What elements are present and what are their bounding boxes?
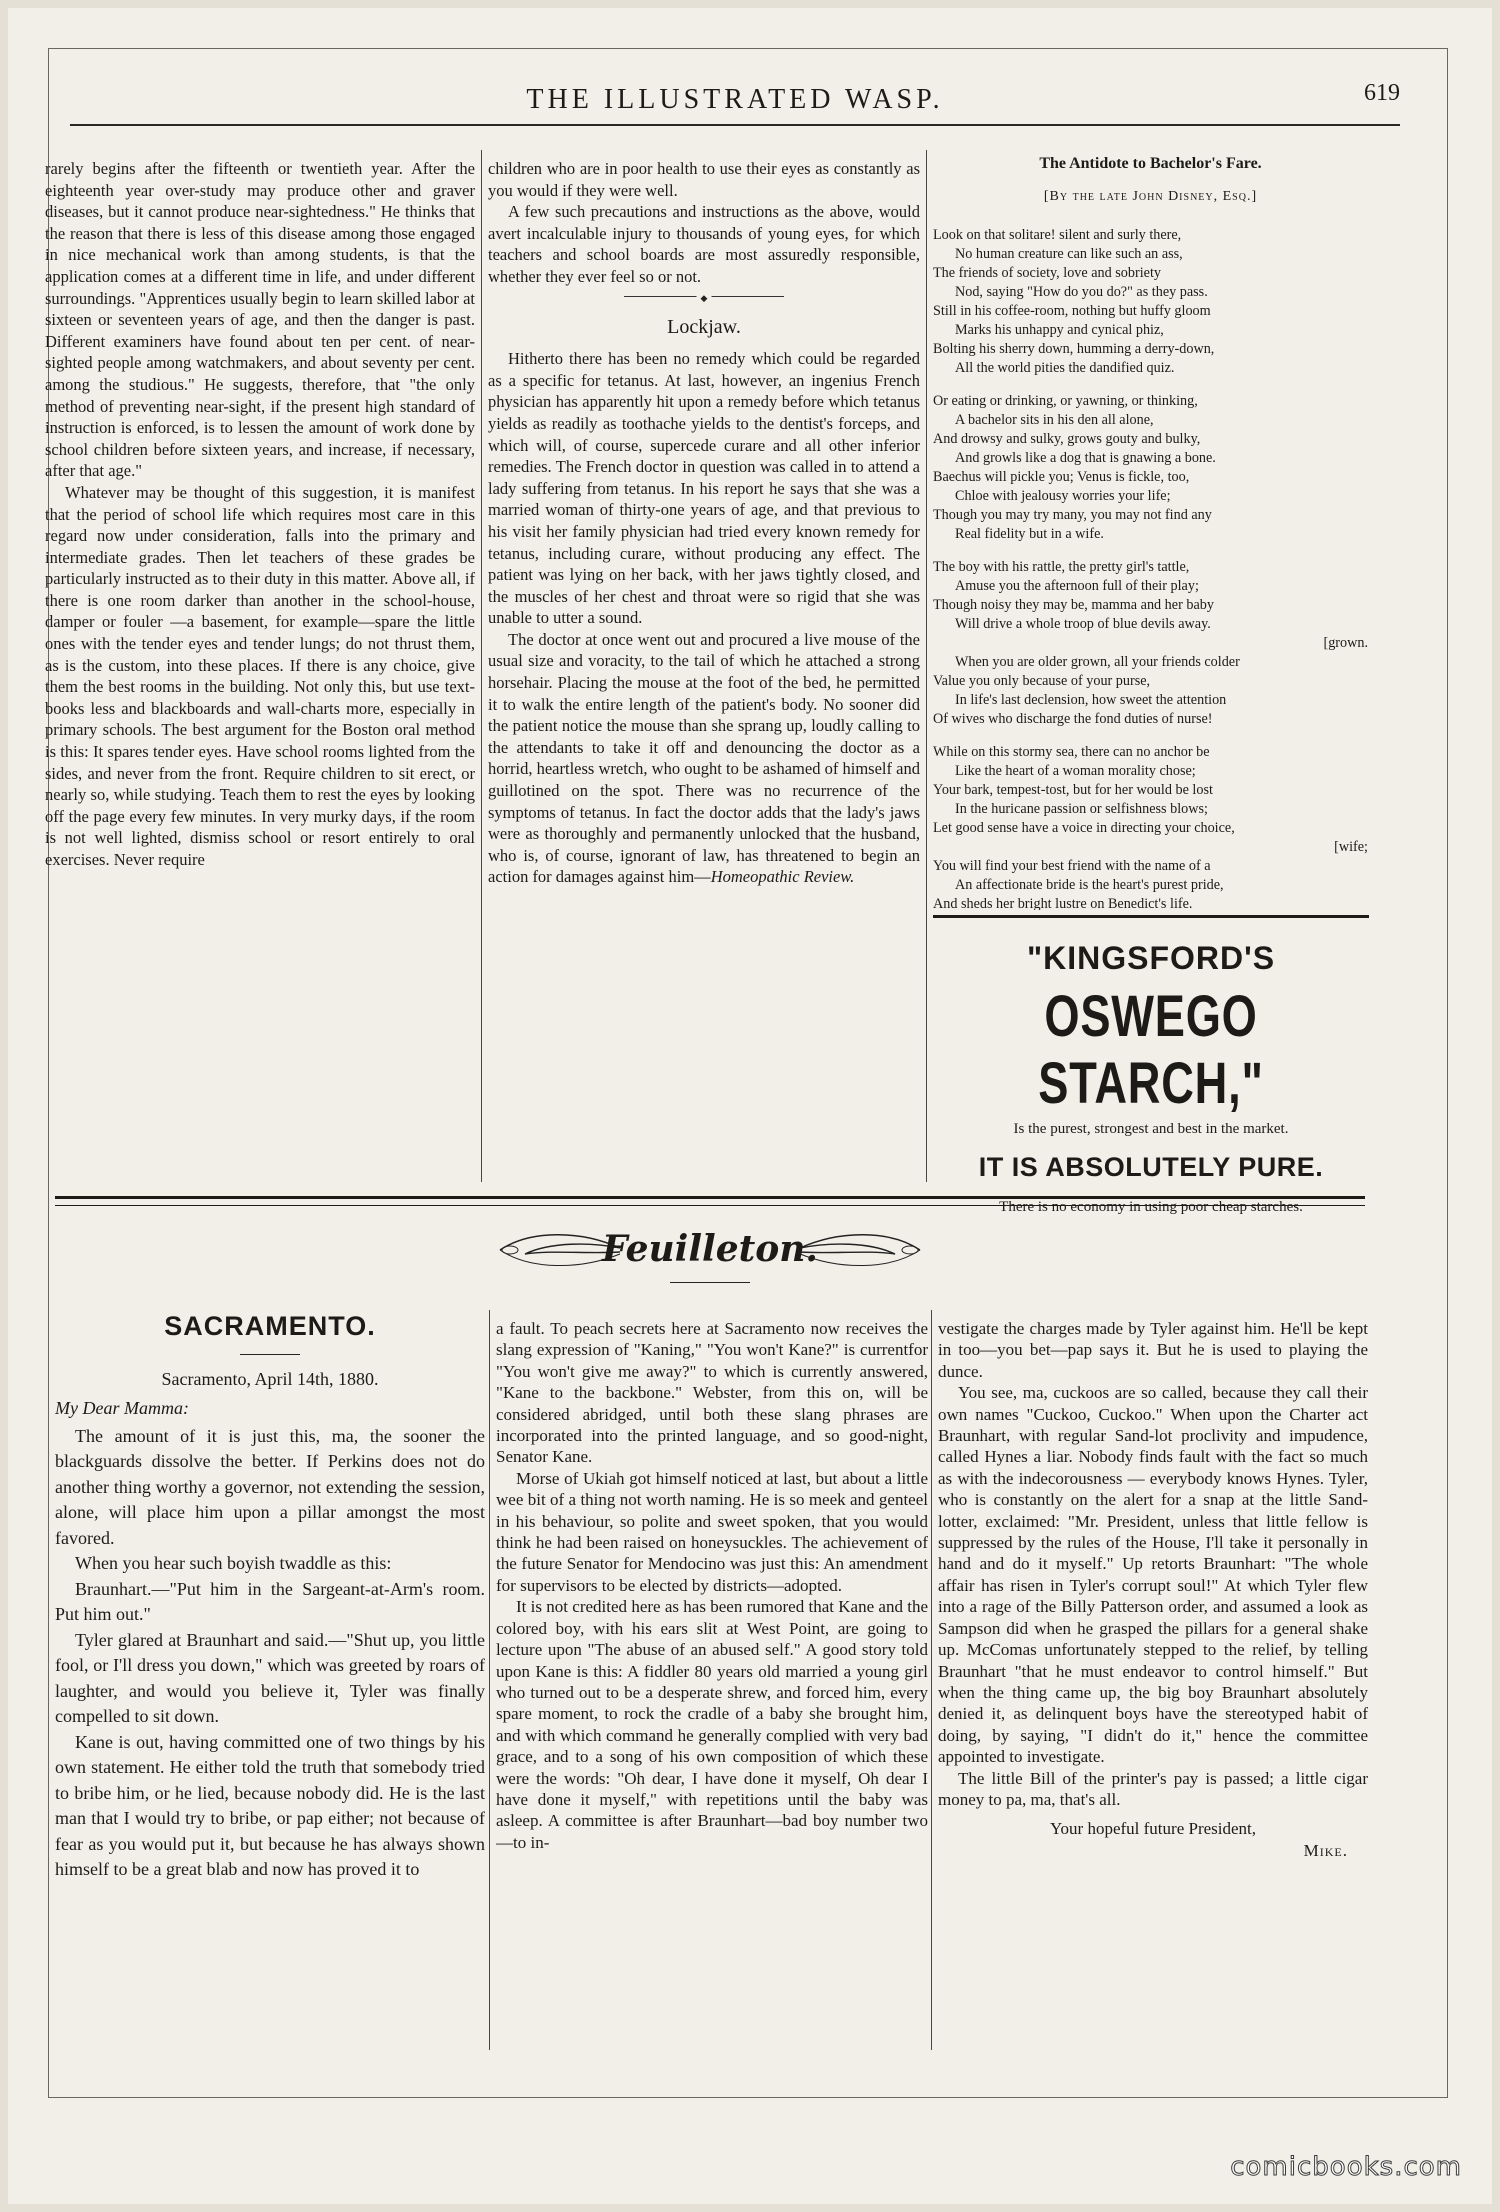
poem-line: In the huricane passion or selfishness blows; bbox=[955, 801, 1208, 817]
page-number: 619 bbox=[1364, 80, 1400, 106]
paragraph: Kane is out, having committed one of two things by his own statement. He either told the truth that somebody tried to bribe him, or he lied, because nobody did. He is the last man that I would try to bribe, or pap either; not because of fear as you would put it, but because he has always shown himself to be a great blab and now has proved it to bbox=[55, 1731, 485, 1879]
poem-line: And growls like a dog that is gnawing a bone. bbox=[955, 450, 1216, 466]
column-divider bbox=[926, 150, 927, 1182]
ad-claim: IT IS ABSOLUTELY PURE. bbox=[978, 1152, 1324, 1182]
dateline: Sacramento, April 14th, 1880. bbox=[161, 1368, 379, 1389]
starch-advertisement bbox=[933, 915, 1369, 1215]
letter-signature: Mike. bbox=[1303, 1840, 1348, 1860]
paragraph bbox=[488, 629, 920, 888]
ornament-rule bbox=[624, 296, 784, 303]
poem-line: Nod, saying "How do you do?" as they pass. bbox=[955, 284, 1208, 300]
paragraph: vestigate the charges made by Tyler against him. He'll be kept in too—you bet—pap says it. But he is used to playing the dunce. bbox=[938, 1319, 1368, 1381]
page-header bbox=[70, 78, 1400, 128]
poem-line: Though you may try many, you may not find any bbox=[933, 507, 1212, 523]
poem-line: Bolting his sherry down, humming a derry-down, bbox=[933, 341, 1215, 357]
paragraph: The amount of it is just this, ma, the sooner the blackguards dissolve the better. If Perkins does not do another thing worthy a governor, not extending the session, alone, will place him upon a pillar amongst the most favored. bbox=[55, 1425, 485, 1548]
paragraph: You see, ma, cuckoos are so called, because they call their own names "Cuckoo, Cuckoo." When upon the Charter act Braunhart, with regular Sand-lot proclivity and impudence, called Hynes a liar. Nobody finds fault with the fact so much as with the indecorousness — everybody knows Hynes. Tyler, who is constantly on the alert for a snap at the little Sand-lotter, exclaimed: "Mr. President, unless that little fellow is suppressed by the rules of the House, I'll take it personally in hand and do it myself." Up retorts Braunhart: "The whole affair has risen in Tyler's corrupt soul!" At which Tyler flew into a rage of the Billy Patterson order, and assumed a look as Sampson did when he grasped the pillars for a general shake up. McComas unfortunately stepped to the relief, by telling Braunhart "that he must endeavor to control himself." But when the thing came up, the big boy Braunhart absolutely denied it, as delinquent boys have the stereotyped habit of doing, by saying, "I didn't do it," hence the committee appointed to investigate. bbox=[938, 1383, 1368, 1767]
poem-line: Amuse you the afternoon full of their play; bbox=[955, 578, 1199, 594]
poem-line: Let good sense have a voice in directing your choice, bbox=[933, 820, 1235, 836]
poem-stanzas bbox=[933, 226, 1368, 910]
paragraph: It is not credited here as has been rumored that Kane and the colored boy, with his ears slit at West Point, are going to lecture upon "The abuse of an abused self." A good story told upon Kane is this: A fiddler 80 years old married a young girl who turned out to be a desperate shrew, and forced him, every spare moment, to rock the cradle of a baby she brought him, and with which command he generally complied with very bad grace, and to a song of his own composition of which these were the words: "Oh dear, I have done it myself, Oh dear I have done it myself," with repetitions until the baby was asleep. A committee is after Braunhart—bad boy number two—to in- bbox=[496, 1597, 928, 1852]
column-divider bbox=[489, 1310, 490, 2050]
poem-line: When you are older grown, all your friends colder bbox=[955, 654, 1240, 670]
poem-line: You will find your best friend with the name of a bbox=[933, 858, 1211, 874]
ornament-rule bbox=[670, 1282, 750, 1283]
poem-line: No human creature can like such an ass, bbox=[955, 246, 1183, 262]
poem-line: Your bark, tempest-tost, but for her would be lost bbox=[933, 782, 1213, 798]
paragraph: The little Bill of the printer's pay is passed; a little cigar money to pa, ma, that's all. bbox=[938, 1768, 1368, 1809]
paragraph-text: The doctor at once went out and procured a live mouse of the usual size and voracity, to the tail of which he attached a strong horsehair. Placing the mouse at the foot of the bed, he permitted it to walk the entire length of the patient's body. No sooner did the patient notice the mouse than she sprang up, loudly calling to the attendants to take it off and denouncing the doctor as a horrid, heartless wretch, who ought to be ashamed of himself and guillotined on the spot. There was no recurrence of the symptoms of tetanus. In fact the doctor adds that the lady's jaws were as thoroughly and permanently unlocked that the husband, who is, of course, ignorant of law, has threatened to begin an action for damages against him— bbox=[488, 629, 920, 887]
poem-title: The Antidote to Bachelor's Fare. bbox=[1039, 155, 1262, 172]
article-column-1 bbox=[45, 158, 475, 1178]
paragraph: Hitherto there has been no remedy which could be regarded as a specific for tetanus. At last, however, an ingenius French physician has apparently hit upon a remedy before which tetanus yields as readily as toothache yields to the dentist's forceps, and which will, of course, supercede curare and all other inferior remedies. The French doctor in question was called in to attend a lady suffering from tetanus. In his report he says that she was a married woman of thirty-one years of age, and that previous to his visit her family physician had tried every known remedy for tetanus, including curare, without producing any effect. The patient was lying on her back, with her jaws tightly closed, and the muscles of her chest and throat were so rigid that she was unable to utter a sound. bbox=[488, 349, 920, 628]
ad-product: OSWEGO STARCH," bbox=[1038, 984, 1264, 1116]
poem-line: While on this stormy sea, there can no anchor be bbox=[933, 744, 1210, 760]
poem-stanza bbox=[933, 558, 1368, 729]
publication-title: THE ILLUSTRATED WASP. bbox=[526, 84, 944, 115]
source-citation: Homeopathic Review. bbox=[710, 867, 855, 887]
letter-closing: Your hopeful future President, bbox=[1049, 1819, 1257, 1839]
feuilleton-column-3 bbox=[938, 1318, 1368, 2058]
header-rule bbox=[70, 124, 1400, 126]
poem-line: In life's last declension, how sweet the attention bbox=[955, 692, 1227, 708]
salutation: My Dear Mamma: bbox=[55, 1398, 189, 1418]
paragraph: Whatever may be thought of this suggestion, it is manifest that the period of school life which requires most care in this regard now under consideration, falls into the primary and intermediate grades. Then let teachers of these grades be particularly instructed as to their duty in this matter. Above all, if there is one room darker than another in the school-house, damper or fouler —a basement, for example—spare the little ones with the tender eyes and tender lungs; do not thrust them, as is the custom, into these places. If there is any choice, give them the best rooms in the building. Not only this, but use text-books less and blackboards and wall-charts more, especially in primary schools. The best argument for the Boston oral method is this: It spares tender eyes. Have school rooms lighted from the sides, and never from the front. Require children to sit erect, or nearly so, while studying. Teach them to rest the eyes by looking off the page every few minutes. In very murky days, if the room is not well lighted, dismiss school or resort entirely to oral exercises. Never require bbox=[45, 482, 475, 869]
poem-line: Look on that solitare! silent and surly there, bbox=[933, 227, 1182, 243]
poem-stanza bbox=[933, 392, 1368, 544]
poem-stanza bbox=[933, 226, 1368, 378]
column-divider bbox=[481, 150, 482, 1182]
article-column-2 bbox=[488, 158, 920, 1178]
poem-line: And drowsy and sulky, grows gouty and bulky, bbox=[933, 431, 1201, 447]
poem-line: Of wives who discharge the fond duties of nurse! bbox=[933, 711, 1213, 727]
poem-line: Will drive a whole troop of blue devils away. bbox=[955, 616, 1211, 632]
poem-line: [grown. bbox=[1323, 635, 1368, 651]
poem-column bbox=[933, 150, 1368, 910]
ad-tagline: Is the purest, strongest and best in the market. bbox=[1013, 1121, 1289, 1137]
poem-line: All the world pities the dandified quiz. bbox=[955, 360, 1175, 376]
paragraph: children who are in poor health to use their eyes as constantly as you would if they were well. bbox=[488, 159, 920, 200]
poem-line: Baechus will pickle you; Venus is fickle, too, bbox=[933, 469, 1190, 485]
feuilleton-banner bbox=[470, 1218, 950, 1288]
ad-brand: "KINGSFORD'S bbox=[1026, 940, 1276, 976]
heading-rule bbox=[240, 1354, 300, 1355]
paragraph: a fault. To peach secrets here at Sacramento now receives the slang expression of "Kaning," "You won't Kane?" is currentfor "You won't give me away?" to which is currently answered, "Kane to the backbone." Webster, from this on, will be considered abridged, until both these slang phrases are incorporated into the printed language, and so good-night, Senator Kane. bbox=[496, 1319, 928, 1467]
letter-heading: SACRAMENTO. bbox=[164, 1311, 376, 1341]
ad-footer: There is no economy in using poor cheap starches. bbox=[999, 1199, 1303, 1215]
lockjaw-heading: Lockjaw. bbox=[667, 315, 741, 338]
paragraph: Braunhart.—"Put him in the Sargeant-at-Arm's room. Put him out." bbox=[55, 1578, 485, 1624]
section-divider bbox=[55, 1196, 1365, 1206]
poem-line: Real fidelity but in a wife. bbox=[955, 526, 1104, 542]
poem-line: Or eating or drinking, or yawning, or thinking, bbox=[933, 393, 1198, 409]
poem-line: An affectionate bride is the heart's purest pride, bbox=[955, 877, 1224, 893]
poem-line: Marks his unhappy and cynical phiz, bbox=[955, 322, 1164, 338]
feuilleton-title: Feuilleton. bbox=[602, 1228, 818, 1270]
paragraph: rarely begins after the fifteenth or twentieth year. After the eighteenth year over-study may produce other and graver diseases, but it cannot produce near-sightedness." He thinks that the reason that there is less of this disease among those engaged in nice mechanical work than among students, is that the application comes at a different time in life, and under different surroundings. "Apprentices usually begin to learn skilled labor at sixteen or seventeen years of age, and then the danger is past. Different examiners have found about ten per cent. of near-sighted people among watchmakers, and about seventy per cent. among the studious." He suggests, therefore, that "the only method of preventing near-sight, if the present high standard of instruction is enforced, is to lessen the amount of work done by school children before sixteen years, and increase, if necessary, after that age." bbox=[45, 159, 475, 481]
poem-line: A bachelor sits in his den all alone, bbox=[955, 412, 1154, 428]
paragraph: Tyler glared at Braunhart and said.—"Shut up, you little fool, or I'll dress you down," which was greeted by roars of laughter, and would you believe it, Tyler was finally compelled to sit down. bbox=[55, 1629, 485, 1726]
watermark-text: comicbooks.com bbox=[1230, 2152, 1462, 2182]
poem-line: Value you only because of your purse, bbox=[933, 673, 1151, 689]
feuilleton-column-1 bbox=[55, 1310, 485, 2050]
poem-stanza bbox=[933, 743, 1368, 910]
poem-line: The friends of society, love and sobriety bbox=[933, 265, 1161, 281]
poem-line: Though noisy they may be, mamma and her baby bbox=[933, 597, 1214, 613]
poem-line: Chloe with jealousy worries your life; bbox=[955, 488, 1171, 504]
paragraph: A few such precautions and instructions as the above, would avert incalculable injury to thousands of young eyes, for which teachers and school boards are most assuredly responsible, whether they ever feel so or not. bbox=[488, 202, 920, 286]
poem-line: The boy with his rattle, the pretty girl's tattle, bbox=[933, 559, 1190, 575]
paragraph: Morse of Ukiah got himself noticed at last, but about a little wee bit of a thing not worth naming. He is so meek and genteel in his behaviour, so polite and sweet spoken, that you would think he had been raised on honeysuckles. The achievement of the future Senator for Mendocino was just this: An amendment for supervisors to be elected by districts—adopted. bbox=[496, 1468, 928, 1595]
column-divider bbox=[931, 1310, 932, 2050]
poem-line: Like the heart of a woman morality chose; bbox=[955, 763, 1196, 779]
paragraph: When you hear such boyish twaddle as this: bbox=[75, 1553, 392, 1573]
poem-author: [By the late John Disney, Esq.] bbox=[1043, 189, 1258, 204]
poem-line: And sheds her bright lustre on Benedict's life. bbox=[933, 896, 1193, 910]
poem-line: [wife; bbox=[1334, 839, 1368, 855]
feuilleton-column-2 bbox=[496, 1318, 928, 2058]
poem-line: Still in his coffee-room, nothing but huffy gloom bbox=[933, 303, 1211, 319]
